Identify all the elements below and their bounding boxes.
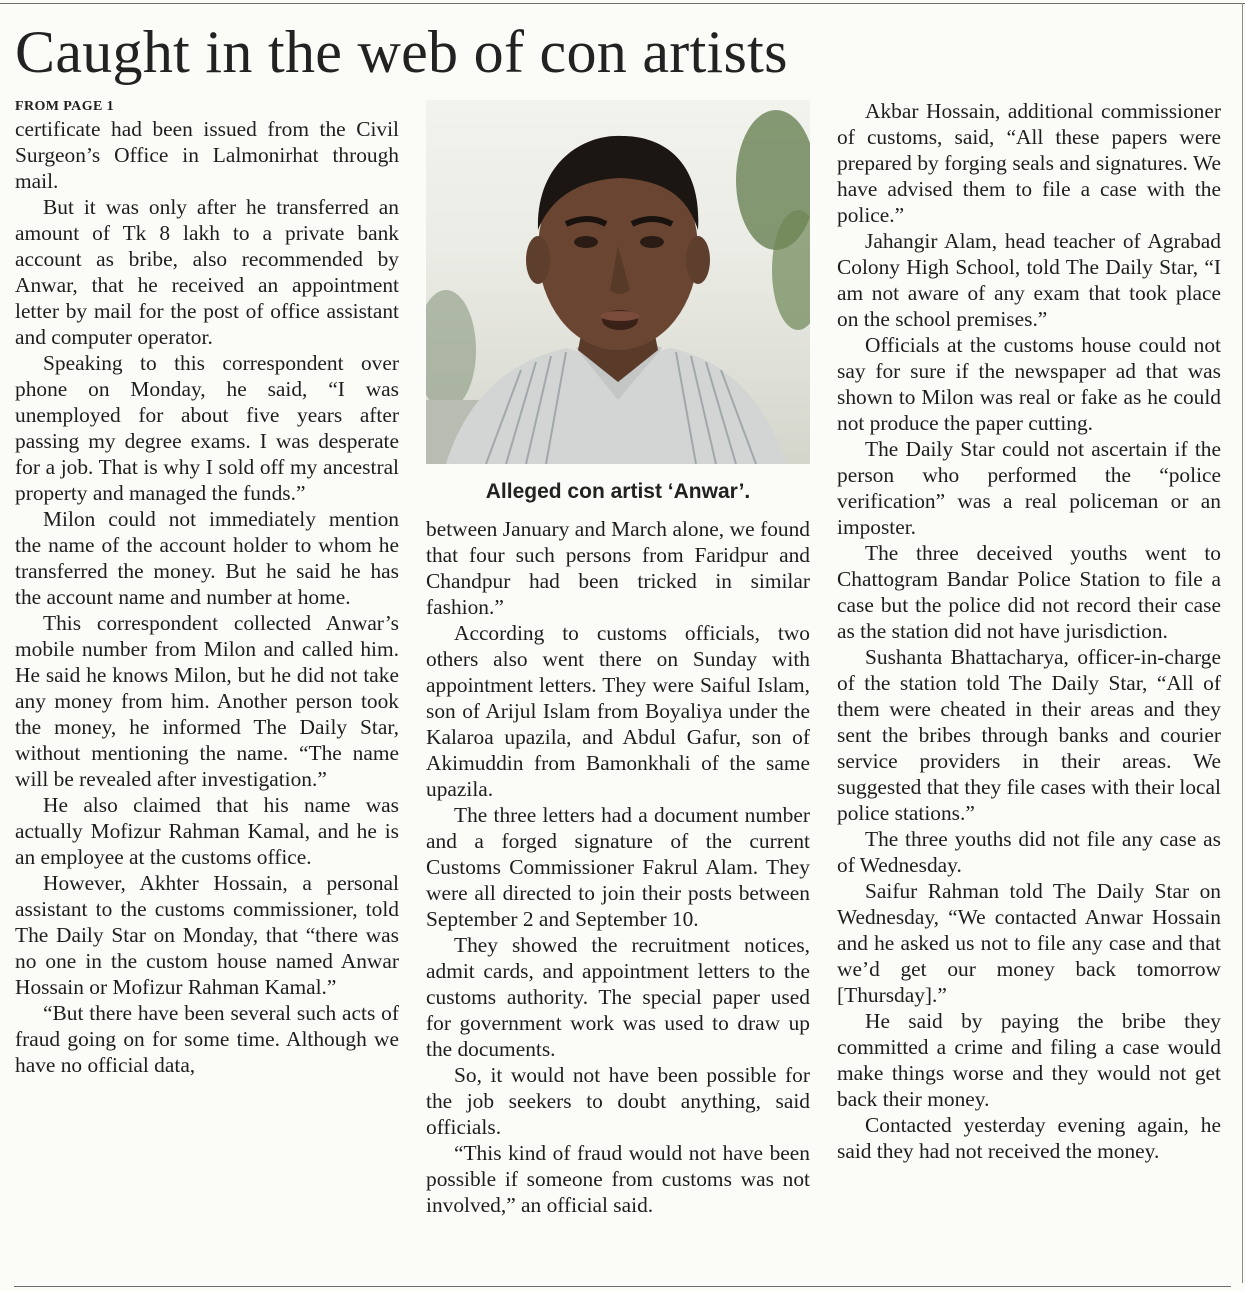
headline: Caught in the web of con artists — [15, 19, 788, 85]
paragraph: Sushanta Bhattacharya, officer-in-charge of the station told The Daily Star, “All of them were cheated in their areas and they sent the bribes through banks and courier service providers in their areas. We suggested that they file cases with their local police stations.” — [837, 645, 1221, 825]
paragraph: Milon could not immediately mention the name of the account holder to whom he transferred the money. But he said he has the account name and number at home. — [15, 507, 399, 609]
top-rule — [0, 3, 1245, 4]
paragraph: Saifur Rahman told The Daily Star on Wednesday, “We contacted Anwar Hossain and he asked us not to file any case and that we’d get our money back tomorrow [Thursday].” — [837, 879, 1221, 1007]
article-column-1 — [15, 94, 399, 1078]
paragraph: Contacted yesterday evening again, he said they had not received the money. — [837, 1113, 1221, 1163]
portrait-illustration — [426, 100, 810, 464]
paragraph: Jahangir Alam, head teacher of Agrabad Colony High School, told The Daily Star, “I am not aware of any exam that took place on the school premises.” — [837, 229, 1221, 331]
paragraph: He said by paying the bribe they committed a crime and filing a case would make things worse and they would not get back their money. — [837, 1009, 1221, 1111]
paragraph: But it was only after he transferred an amount of Tk 8 lakh to a private bank account as bribe, also recommended by Anwar, that he received an appointment letter by mail for the post of office assistant and computer operator. — [15, 195, 399, 349]
portrait-photo — [426, 100, 810, 464]
paragraph: The three youths did not file any case as of Wednesday. — [837, 827, 1221, 877]
paragraph: certificate had been issued from the Civil Surgeon’s Office in Lalmonirhat through mail. — [15, 117, 399, 193]
paragraph: “This kind of fraud would not have been possible if someone from customs was not involved,” an official said. — [426, 1141, 810, 1217]
paragraph: “But there have been several such acts of fraud going on for some time. Although we have no official data, — [15, 1001, 399, 1077]
paragraph: The Daily Star could not ascertain if the person who performed the “police verification” was a real policeman or an imposter. — [837, 437, 1221, 539]
paragraph: They showed the recruitment notices, admit cards, and appointment letters to the customs authority. The special paper used for government work was used to draw up the documents. — [426, 933, 810, 1061]
paragraph: However, Akhter Hossain, a personal assistant to the customs commissioner, told The Daily Star on Monday, that “there was no one in the custom house named Anwar Hossain or Mofizur Rahman Kamal.” — [15, 871, 399, 999]
right-rule — [1242, 3, 1243, 1283]
bottom-rule — [14, 1286, 1231, 1287]
paragraph: This correspondent collected Anwar’s mobile number from Milon and called him. He said he knows Milon, but he did not take any money from him. Another person took the money, he informed The Daily Star, without mentioning the name. “The name will be revealed after investigation.” — [15, 611, 399, 791]
jump-line: FROM PAGE 1 — [15, 99, 115, 114]
paragraph: Speaking to this correspondent over phone on Monday, he said, “I was unemployed for about five years after passing my degree exams. I was desperate for a job. That is why I sold off my ancestral property and managed the funds.” — [15, 351, 399, 505]
paragraph: The three deceived youths went to Chattogram Bandar Police Station to file a case but the police did not record their case as the station did not have jurisdiction. — [837, 541, 1221, 643]
paragraph: He also claimed that his name was actually Mofizur Rahman Kamal, and he is an employee at the customs office. — [15, 793, 399, 869]
article-column-3 — [837, 98, 1221, 1164]
paragraph: According to customs officials, two others also went there on Sunday with appointment letters. They were Saiful Islam, son of Arijul Islam from Boyaliya under the Kalaroa upazila, and Abdul Gafur, son of Akimuddin from Bamonkhali of the same upazila. — [426, 621, 810, 801]
paragraph: So, it would not have been possible for the job seekers to doubt anything, said officials. — [426, 1063, 810, 1139]
photo-caption: Alleged con artist ‘Anwar’. — [485, 480, 751, 503]
paragraph: Akbar Hossain, additional commissioner of customs, said, “All these papers were prepared by forging seals and signatures. We have advised them to file a case with the police.” — [837, 99, 1221, 227]
paragraph: between January and March alone, we found that four such persons from Faridpur and Chandpur had been tricked in similar fashion.” — [426, 517, 810, 619]
article-column-2 — [426, 516, 810, 1218]
paragraph: Officials at the customs house could not say for sure if the newspaper ad that was shown to Milon was real or fake as he could not produce the paper cutting. — [837, 333, 1221, 435]
paragraph: The three letters had a document number and a forged signature of the current Customs Commissioner Fakrul Alam. They were all directed to join their posts between September 2 and September 10. — [426, 803, 810, 931]
